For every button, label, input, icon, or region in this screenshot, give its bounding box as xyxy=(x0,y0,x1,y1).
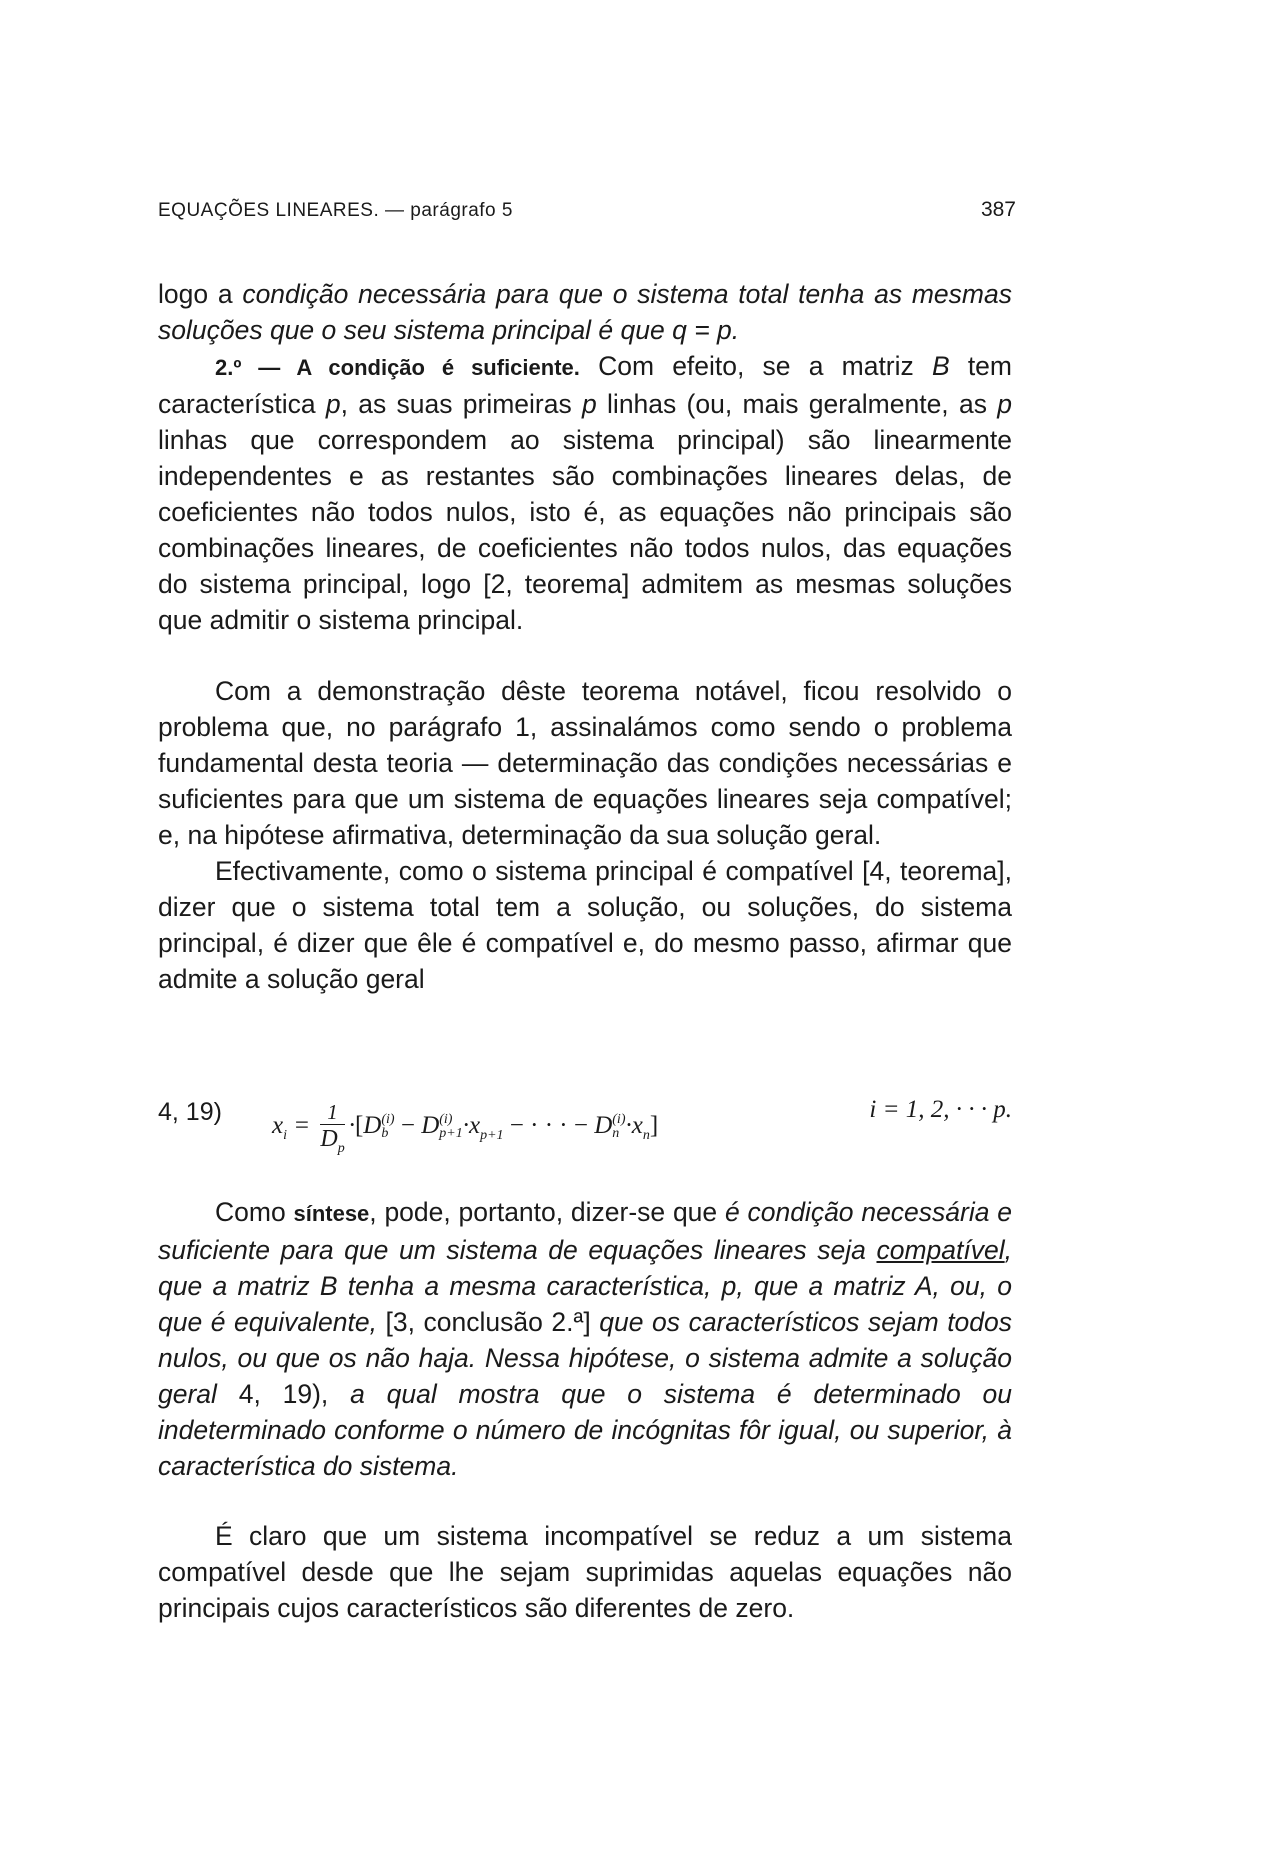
para5-italic-1: é condição necessária e suficiente para que um sistema de equações lineares seja xyxy=(158,1197,1012,1265)
formula-open-bracket: [ xyxy=(354,1112,364,1140)
paragraph-demonstration: Com a demonstração dêste teorema notável, ficou resolvido o problema que, no parágrafo 1, assinalámos como sendo o problema fundamental desta teoria — determinação das condições necessárias e suficientes para que um sistema de equações lineares seja compatível; e, na hipótese afirmativa, determinação da sua solução geral. xyxy=(158,676,1012,850)
fraction-den-d: D xyxy=(320,1126,338,1152)
paragraph-incompatible: É claro que um sistema incompatível se reduz a um sistema compatível desde que lhe sejam suprimidas aquelas equações não principais cujos característicos são diferentes de zero. xyxy=(158,1521,1012,1623)
formula-minus: − xyxy=(394,1112,422,1140)
formula-equals: = xyxy=(287,1112,317,1140)
formula-close-bracket: ] xyxy=(649,1112,659,1140)
formula-dot: · xyxy=(462,1112,469,1140)
sub-p1: p+1 xyxy=(439,1126,463,1142)
var-p: p xyxy=(997,389,1012,419)
formula-x-sub: p+1 xyxy=(480,1128,504,1144)
paragraph-effectively: Efectivamente, como o sistema principal é compatível [4, teorema], dizer que o sistema total tem a solução, ou soluções, do sistema principal, é dizer que êle é compatível e, do mesmo passo, afirmar que admite a solução geral xyxy=(158,856,1012,994)
para2-text-a: Com efeito, se a matriz xyxy=(579,351,932,381)
formula-x-sub: i xyxy=(283,1128,287,1144)
paragraph-conclusion-necessary xyxy=(158,276,1012,348)
underlined-compativel: compatível xyxy=(876,1235,1005,1265)
sintese-label: síntese xyxy=(293,1201,370,1226)
formula-4-19 xyxy=(158,1078,1012,1158)
supsub xyxy=(381,1113,394,1141)
formula-d-term: D xyxy=(363,1112,382,1140)
formula-expression xyxy=(272,1096,658,1159)
paragraph-synthesis xyxy=(158,1194,1012,1484)
sub-b: b xyxy=(381,1126,389,1142)
fraction-denominator xyxy=(320,1125,344,1163)
para1-lead: logo a xyxy=(158,279,243,309)
para5-reference: [3, conclusão 2.ª] xyxy=(376,1307,600,1337)
matrix-b: B xyxy=(931,351,950,381)
para5-after-sintese: , pode, portanto, dizer-se que xyxy=(369,1197,725,1227)
para5-italic-3: que os característicos sejam todos nulos, ou que os não haja. Nessa hipótese, o sistema admite a solução geral xyxy=(158,1307,1013,1409)
var-p: p xyxy=(325,389,341,419)
formula-range: i = 1, 2, · · · p. xyxy=(869,1096,1012,1123)
para2-text-e: linhas que correspondem ao sistema principal) são linearmente independentes e as restantes são combinações lineares delas, de coeficientes não todos nulos, isto é, as equações não principais são combinações lineares, de coeficientes não todos nulos, das equações do sistema principal, logo [2, teorema] admitem as mesmas soluções que admitir o sistema principal. xyxy=(158,425,1012,635)
var-p: p xyxy=(582,389,597,419)
formula-x-sub: n xyxy=(642,1128,650,1144)
section-heading-sufficient: 2.º — A condição é suficiente. xyxy=(215,355,580,380)
formula-dot: · xyxy=(625,1112,632,1140)
text-block-bottom xyxy=(158,1518,1012,1626)
formula-label: 4, 19) xyxy=(158,1098,222,1126)
formula-d-term: D xyxy=(594,1112,613,1140)
para2-text-d: linhas (ou, mais geralmente, as xyxy=(596,389,998,419)
para5-italic-4: a qual mostra que o sistema é determinado ou indeterminado conforme o número de incógnitas fôr igual, ou superior, à característica do sistema. xyxy=(158,1379,1012,1481)
supsub xyxy=(439,1113,462,1141)
formula-x: x xyxy=(272,1112,284,1140)
formula-fraction xyxy=(320,1100,344,1163)
running-title: EQUAÇÕES LINEARES. — parágrafo 5 xyxy=(158,200,513,221)
para5-reference-2: 4, 19), xyxy=(216,1379,351,1409)
para2-text-b: tem característica xyxy=(158,351,1012,419)
formula-d-term: D xyxy=(421,1112,440,1140)
sup-i: (i) xyxy=(439,1112,453,1128)
sup-i: (i) xyxy=(381,1112,395,1128)
fraction-numerator: 1 xyxy=(320,1100,344,1125)
supsub xyxy=(612,1113,625,1141)
text-block-middle xyxy=(158,673,1012,997)
fraction-den-sub: p xyxy=(337,1140,345,1156)
formula-x: x xyxy=(631,1112,643,1140)
formula-x: x xyxy=(468,1112,481,1140)
sub-n: n xyxy=(612,1126,620,1142)
page-number: 387 xyxy=(980,198,1016,221)
para5-lead: Como xyxy=(215,1197,294,1227)
sup-i: (i) xyxy=(612,1112,626,1128)
formula-dot: · xyxy=(348,1112,355,1140)
para1-italic: condição necessária para que o sistema total tenha as mesmas soluções que o seu sistema principal é que q = p. xyxy=(158,279,1012,345)
text-block-top xyxy=(158,276,1012,638)
para5-italic-2: , que a matriz B tenha a mesma característica, p, que a matriz A, ou, o que é equivalente, xyxy=(158,1235,1012,1337)
running-header xyxy=(158,198,1016,222)
para2-text-c: , as suas primeiras xyxy=(340,389,583,419)
paragraph-condition-sufficient xyxy=(158,348,1012,638)
text-block-synthesis xyxy=(158,1194,1012,1484)
formula-dots: − · · · − xyxy=(503,1112,595,1140)
